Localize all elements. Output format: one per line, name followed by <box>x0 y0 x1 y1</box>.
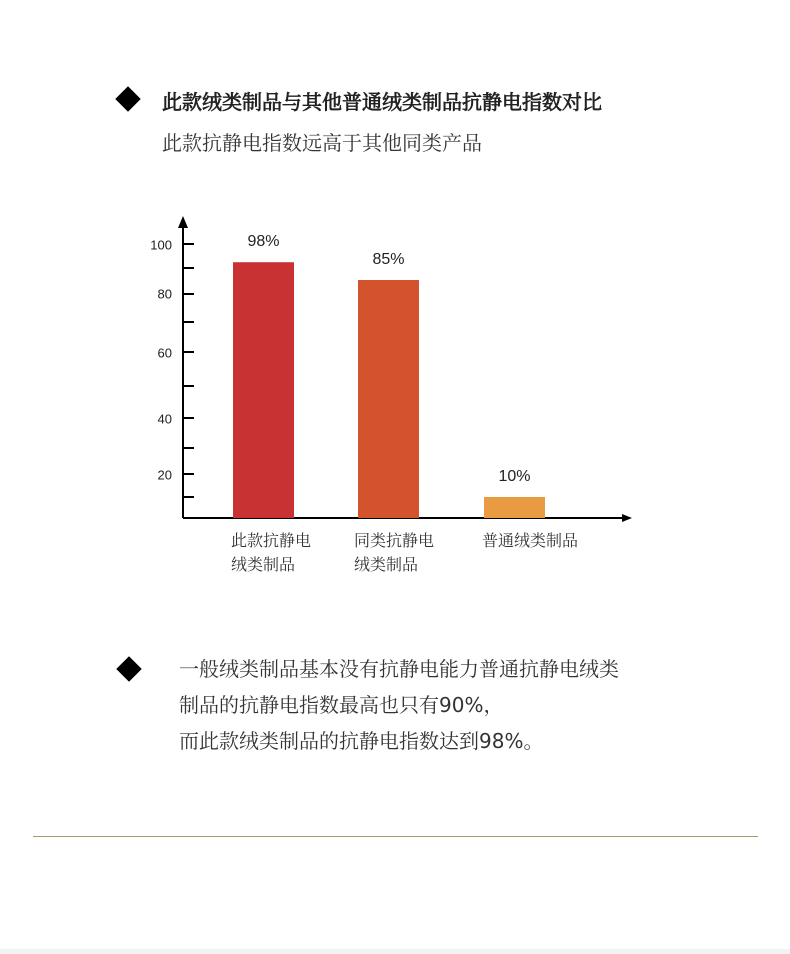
bar <box>484 497 545 518</box>
description-paragraph <box>179 651 619 759</box>
description-line: 制品的抗静电指数最高也只有90%， <box>179 693 504 717</box>
y-tick-label: 80 <box>157 286 172 302</box>
x-category-label: 绒类制品 <box>354 555 419 574</box>
y-axis-arrow-icon <box>178 216 188 228</box>
x-axis-arrow-icon <box>622 514 632 522</box>
bar-value-label: 10% <box>498 468 531 485</box>
y-tick-label: 40 <box>157 411 172 427</box>
section-title: 此款绒类制品与其他普通绒类制品抗静电指数对比 <box>162 90 602 114</box>
y-tick-label: 100 <box>150 237 172 253</box>
x-category-label: 普通绒类制品 <box>482 531 579 550</box>
bar-value-label: 98% <box>247 233 280 251</box>
diamond-bullet-icon <box>116 656 141 681</box>
bar <box>233 262 294 518</box>
y-tick-label: 60 <box>157 345 172 361</box>
x-category-label: 此款抗静电 <box>231 531 312 550</box>
description-line: 一般绒类制品基本没有抗静电能力普通抗静电绒类 <box>179 657 619 681</box>
x-category-label: 同类抗静电 <box>354 531 435 550</box>
section-divider <box>33 836 758 837</box>
description-line: 而此款绒类制品的抗静电指数达到98%。 <box>179 729 544 753</box>
footer-band <box>0 949 790 954</box>
bar <box>358 280 419 518</box>
y-tick-label: 20 <box>157 467 172 483</box>
section-subtitle: 此款抗静电指数远高于其他同类产品 <box>162 131 482 155</box>
x-category-label: 绒类制品 <box>231 555 296 574</box>
bar-value-label: 85% <box>372 251 405 268</box>
